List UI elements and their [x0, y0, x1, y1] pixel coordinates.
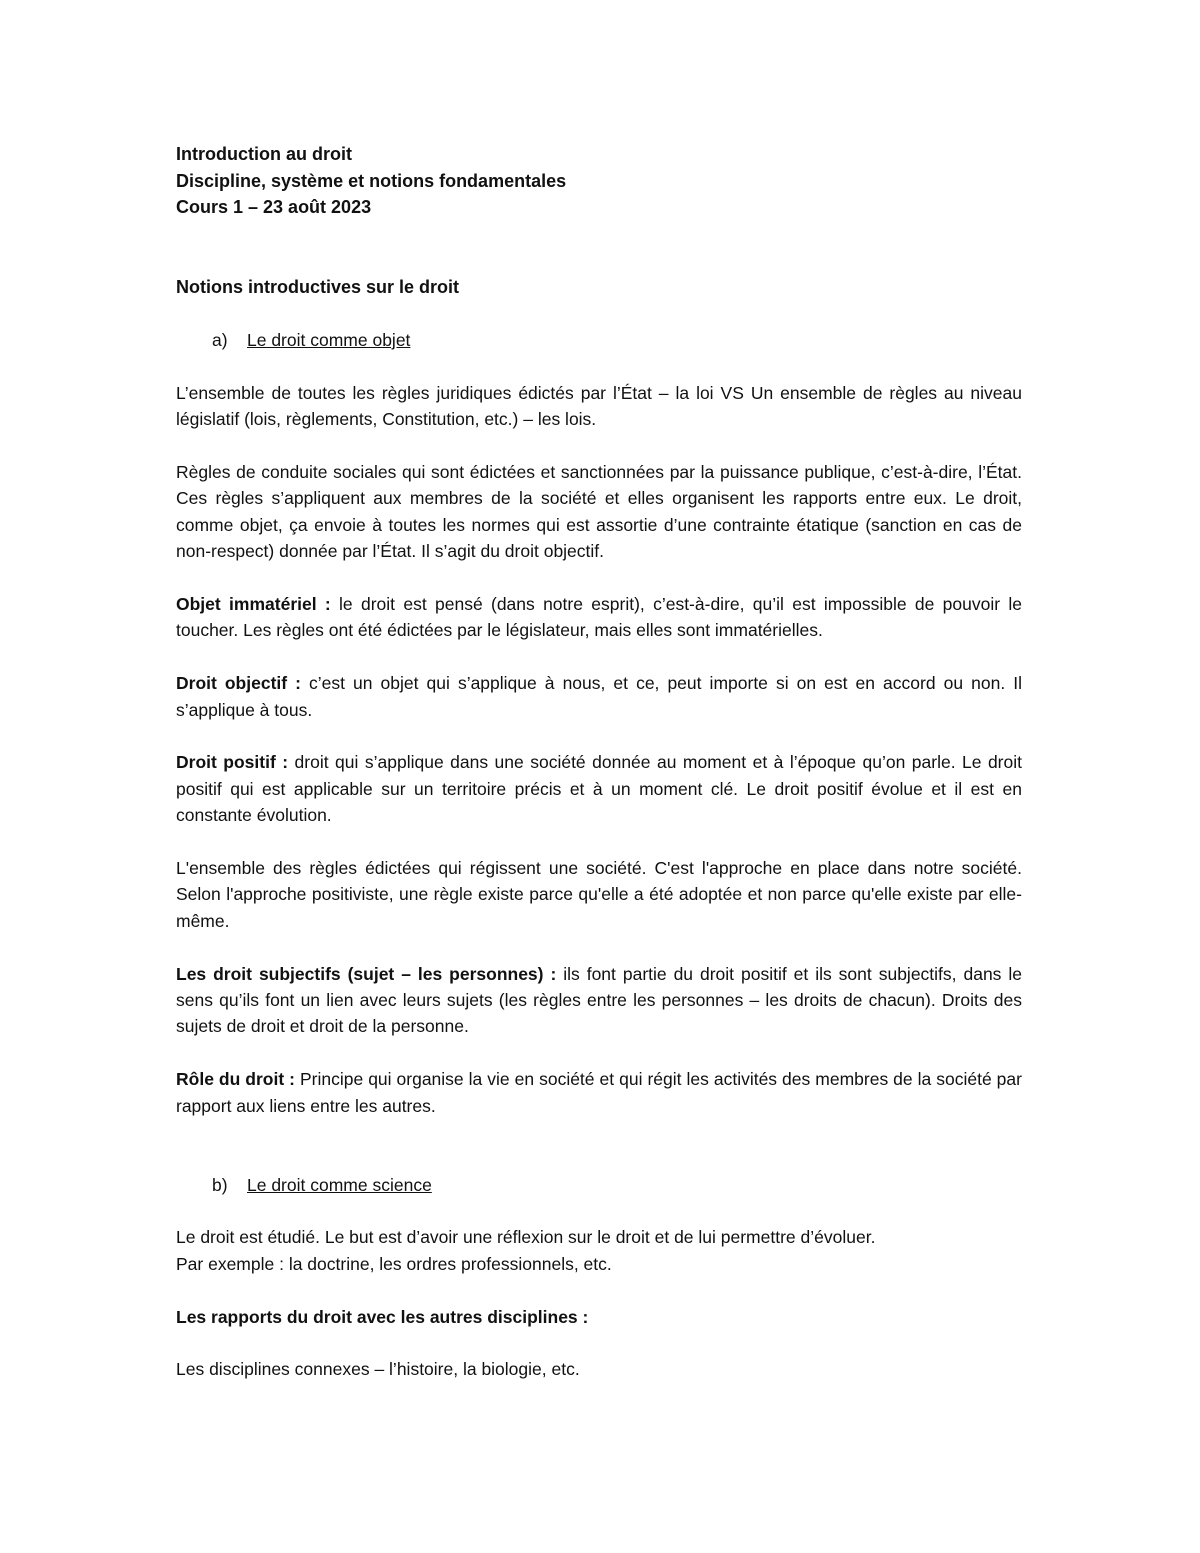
definition-objet-immateriel: le droit est pensé (dans notre esprit), c’est-à-dire, qu’il est impossible de pouvoir le toucher. Les règles ont été édictées par le législateur, mais elles sont immatérielles.	[176, 593, 1022, 641]
subheading-b	[176, 1172, 1022, 1198]
paragraph-ensemble-edictees: L'ensemble des règles édictées qui régissent une société. C'est l'approche en place dans notre société. Selon l'approche positiviste, une règle existe parce qu'elle a été adoptée et non parce qu'elle existe par elle-même.	[176, 857, 1022, 931]
term-droit-objectif: Droit objectif :	[176, 673, 301, 694]
definition-droit-positif: droit qui s’applique dans une société donnée au moment et à l’époque qu’on parle. Le droit positif qui est applicable sur un territoire précis et à un moment clé. Le droit positif évolue et il est en constante évolution.	[176, 752, 1022, 826]
term-droits-subjectifs: Les droit subjectifs (sujet – les personnes) :	[176, 963, 557, 984]
paragraph-ensemble-regles: L’ensemble de toutes les règles juridiques édictés par l’État – la loi VS Un ensemble de règles au niveau législatif (lois, règlements, Constitution, etc.) – les lois.	[176, 382, 1022, 430]
subheading-b-label: Le droit comme science	[247, 1174, 432, 1195]
paragraph-droit-science	[176, 1224, 1022, 1277]
paragraph-role-droit	[176, 1066, 1022, 1119]
term-objet-immateriel: Objet immatériel :	[176, 593, 331, 614]
definition-droit-objectif: c’est un objet qui s’applique à nous, et ce, peut importe si on est en accord ou non. Il s’applique à tous.	[176, 673, 1022, 720]
subheading-a	[176, 327, 1022, 353]
definition-role-droit: Principe qui organise la vie en société et qui régit les activités des membres de la société par rapport aux liens entre les autres.	[176, 1069, 1022, 1116]
paragraph-droit-objectif	[176, 670, 1022, 723]
paragraph-objet-immateriel	[176, 591, 1022, 644]
course-title: Introduction au droit	[176, 144, 352, 164]
droit-science-line1: Le droit est étudié. Le but est d’avoir une réflexion sur le droit et de lui permettre d’évoluer.	[176, 1227, 876, 1248]
paragraph-disciplines-connexes: Les disciplines connexes – l’histoire, la biologie, etc.	[176, 1359, 580, 1380]
subheading-a-label: Le droit comme objet	[247, 329, 411, 350]
course-subtitle: Discipline, système et notions fondamentales	[176, 170, 567, 191]
term-role-droit: Rôle du droit :	[176, 1069, 295, 1090]
droit-science-line2: Par exemple : la doctrine, les ordres professionnels, etc.	[176, 1253, 612, 1274]
document-header	[176, 141, 1022, 221]
subheading-a-marker: a)	[212, 329, 228, 350]
subheading-b-marker: b)	[212, 1174, 228, 1195]
course-date: Cours 1 – 23 août 2023	[176, 197, 372, 217]
section-heading-notions: Notions introductives sur le droit	[176, 276, 460, 297]
heading-rapports-disciplines: Les rapports du droit avec les autres disciplines :	[176, 1306, 589, 1327]
term-droit-positif: Droit positif :	[176, 752, 289, 773]
paragraph-regles-conduite: Règles de conduite sociales qui sont édictées et sanctionnées par la puissance publique, c’est-à-dire, l’État. Ces règles s’appliquent aux membres de la société et elles organisent les rapports entre eux. Le droit, comme objet, ça envoie à toutes les normes qui est assortie d’une contrainte étatique (sanction en cas de non-respect) donnée par l’État. Il s’agit du droit objectif.	[176, 461, 1022, 562]
document-body	[176, 141, 1022, 1383]
definition-droits-subjectifs: ils font partie du droit positif et ils sont subjectifs, dans le sens qu’ils font un lien avec leurs sujets (les règles entre les personnes – les droits de chacun). Droits des sujets de droit et droit de la personne.	[176, 963, 1022, 1037]
paragraph-droit-positif	[176, 749, 1022, 828]
paragraph-droits-subjectifs	[176, 961, 1022, 1040]
